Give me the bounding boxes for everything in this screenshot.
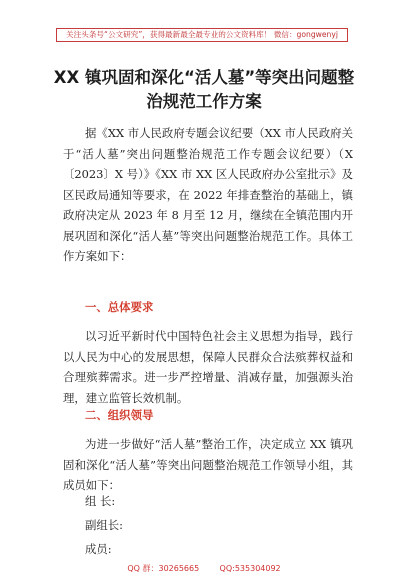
document-title-line-2: 治规范工作方案 xyxy=(146,92,262,111)
section-heading-general-requirements: 一、总体要求 xyxy=(85,300,154,314)
document-title-line-1: XX 镇巩固和深化“活人墓”等突出问题整 xyxy=(53,68,355,87)
role-deputy-leader: 副组长: xyxy=(85,518,124,532)
intro-paragraph: 据《XX 市人民政府专题会议纪要（XX 市人民政府关于“活人墓”突出问题整治规范工作专题会议纪要）（X〔2023〕X 号）》《XX 市 XX 区人民政府办公室批示》及区民政局通知等要求，在 2022 年排查整治的基础上，镇政府决定从 2023 年 8 月至 12 月，继续在全镇范围内开展巩固和深化“活人墓”等突出问题整治规范工作。具体工作方案如下： xyxy=(63,126,353,263)
role-leader: 组 长: xyxy=(85,494,116,508)
footer-contact: QQ 群：30265665 QQ:535304092 xyxy=(127,564,281,573)
section-heading-organization: 二、组织领导 xyxy=(85,408,154,422)
general-requirements-paragraph: 以习近平新时代中国特色社会主义思想为指导，践行以人民为中心的发展思想，保障人民群众合法殡葬权益和合理殡葬需求。进一步严控增量、消减存量，加强源头治理，建立监管长效机制。 xyxy=(63,329,353,405)
promo-banner: 关注头条号“公文研究”，获得最新最全最专业的公文资料库！ 微信：gongwenyj xyxy=(56,28,348,42)
organization-paragraph: 为进一步做好“活人墓”整治工作，决定成立 XX 镇巩固和深化“活人墓”等突出问题整治规范工作领导小组，其成员如下： xyxy=(63,437,353,492)
role-members: 成员: xyxy=(85,542,112,556)
